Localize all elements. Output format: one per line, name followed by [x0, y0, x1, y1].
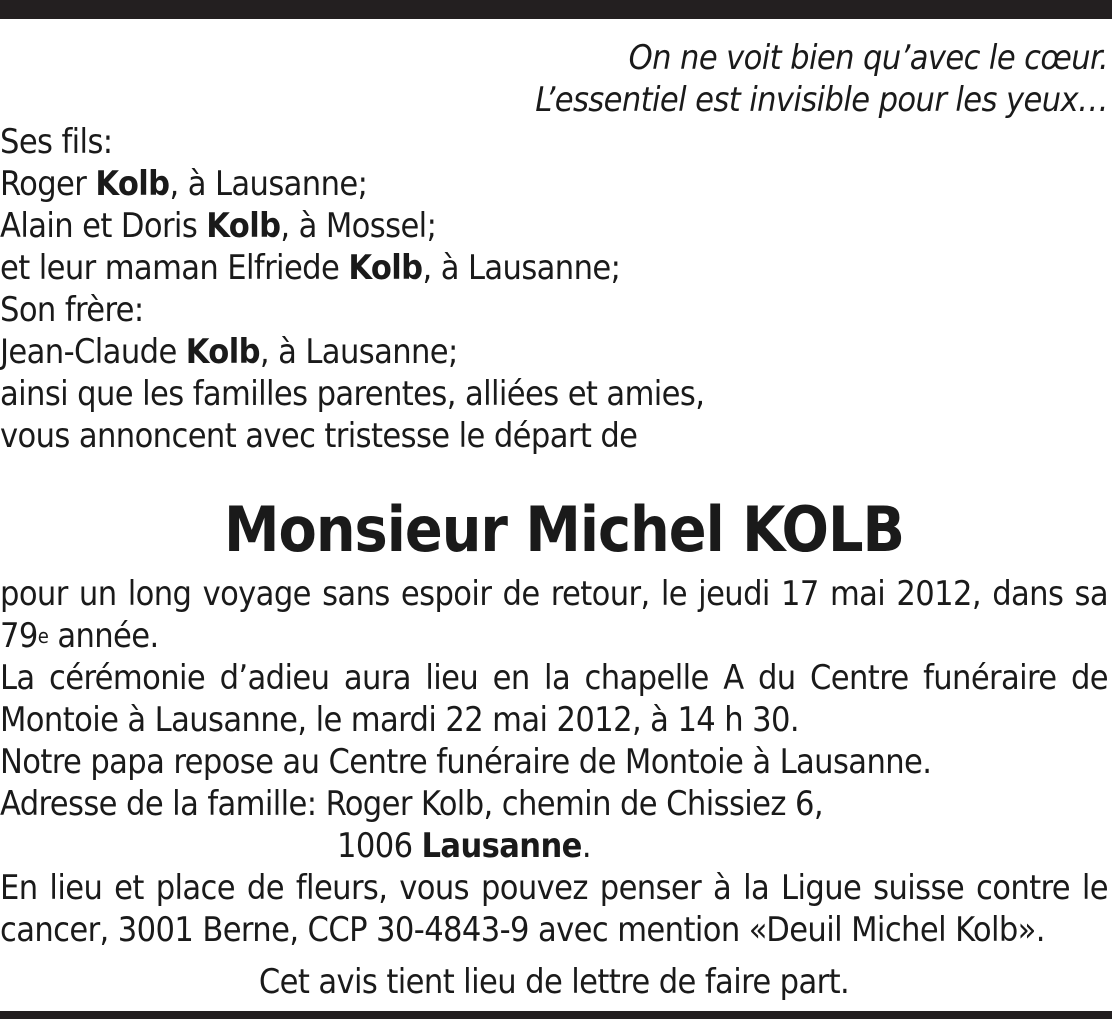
donation-line: En lieu et place de fleurs, vous pouvez penser à la Ligue suisse contre le — [0, 868, 1108, 908]
epigraph-quote — [0, 37, 1108, 121]
ceremony-line: Montoie à Lausanne, le mardi 22 mai 2012, à 14 h 30. — [0, 700, 799, 740]
announcement-line: vous annoncent avec tristesse le départ de — [0, 416, 638, 456]
voyage-line: pour un long voyage sans espoir de retour, le jeudi 17 mai 2012, dans sa — [0, 574, 1108, 614]
top-rule — [0, 0, 1112, 19]
epigraph-line: L’essentiel est invisible pour les yeux… — [535, 80, 1108, 120]
obituary-notice — [0, 37, 1108, 1003]
sons-heading: Ses fils: — [0, 122, 113, 162]
brother-heading: Son frère: — [0, 290, 144, 330]
deceased-name: Monsieur Michel KOLB — [223, 493, 904, 566]
rest-place-line: Notre papa repose au Centre funéraire de Montoie à Lausanne. — [0, 742, 932, 782]
ceremony-line: La cérémonie d’adieu aura lieu en la chapelle A du Centre funéraire de — [0, 658, 1108, 698]
family-address-city: 1006 Lausanne. — [337, 826, 591, 866]
notice-details — [0, 573, 1108, 951]
family-member: et leur maman Elfriede Kolb, à Lausanne; — [0, 248, 621, 288]
bottom-rule — [0, 1011, 1112, 1019]
age-line: 79e année. — [0, 616, 159, 656]
family-list — [0, 121, 1108, 457]
closing-note: Cet avis tient lieu de lettre de faire part. — [258, 962, 850, 1002]
donation-line: cancer, 3001 Berne, CCP 30-4843-9 avec mention «Deuil Michel Kolb». — [0, 910, 1045, 950]
family-member: Jean-Claude Kolb, à Lausanne; — [0, 332, 458, 372]
epigraph-line: On ne voit bien qu’avec le cœur. — [628, 38, 1108, 78]
family-member: Alain et Doris Kolb, à Mossel; — [0, 206, 437, 246]
relatives-line: ainsi que les familles parentes, alliées et amies, — [0, 374, 705, 414]
family-member: Roger Kolb, à Lausanne; — [0, 164, 368, 204]
family-address-line: Adresse de la famille: Roger Kolb, chemin de Chissiez 6, — [0, 784, 823, 824]
